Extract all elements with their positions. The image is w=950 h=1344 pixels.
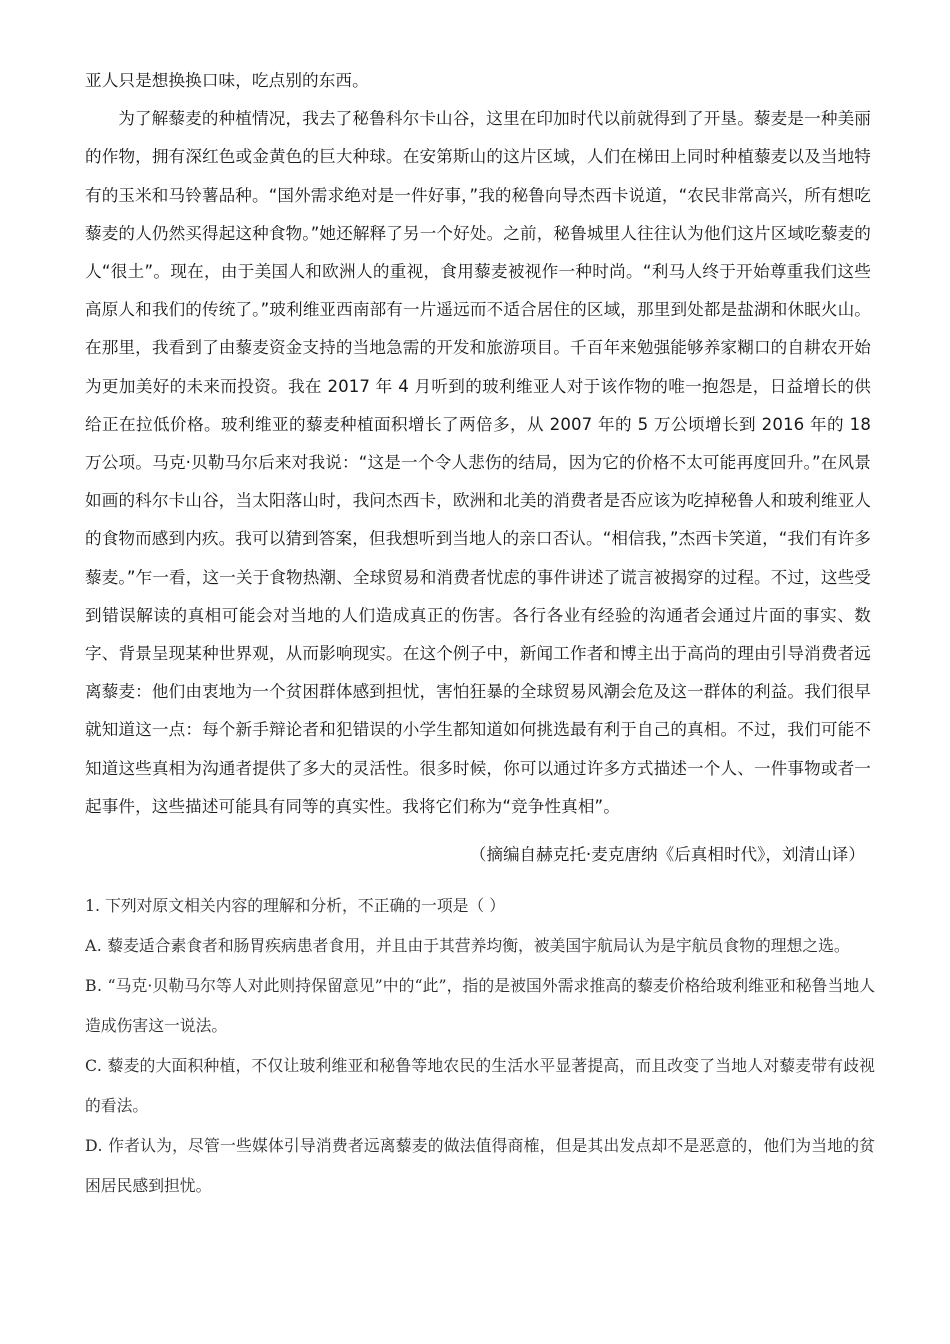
option-a-text: 藜麦适合素食者和肠胃疾病患者食用，并且由于其营养均衡，被美国宇航局认为是宇航员食物的理想之选。 [107, 936, 850, 956]
passage-attribution: （摘编自赫克托·麦克唐纳《后真相时代》，刘清山译） [469, 845, 865, 865]
question-block [85, 874, 875, 1206]
option-b-label: B. [85, 976, 103, 996]
question-1-option-b[interactable] [85, 966, 875, 1046]
option-d-text: 作者认为，尽管一些媒体引导消费者远离藜麦的做法值得商榷，但是其出发点却不是恶意的，他们为当地的贫困居民感到担忧。 [85, 1136, 875, 1196]
passage-paragraph-quinoa-cultivation: 为了解藜麦的种植情况，我去了秘鲁科尔卡山谷，这里在印加时代以前就得到了开垦。藜麦是一种美丽的作物，拥有深红色或金黄色的巨大种球。在安第斯山的这片区域，人们在梯田上同时种植藜麦以及当地特有的玉米和马铃薯品种。“国外需求绝对是一件好事，”我的秘鲁向导杰西卡说道，“农民非常高兴，所有想吃藜麦的人仍然买得起这种食物。”她还解释了另一个好处。之前，秘鲁城里人往往认为他们这片区域吃藜麦的人“很土”。现在，由于美国人和欧洲人的重视，食用藜麦被视作一种时尚。“利马人终于开始尊重我们这些高原人和我们的传统了。”玻利维亚西南部有一片遥远而不适合居住的区域，那里到处都是盐湖和休眠火山。在那里，我看到了由藜麦资金支持的当地急需的开发和旅游项目。千百年来勉强能够养家糊口的自耕农开始为更加美好的未来而投资。我在 2017 年 4 月听到的玻利维亚人对于该作物的唯一抱怨是，日益增长的供给正在拉低价格。玻利维亚的藜麦种植面积增长了两倍多，从 2007 年的 5 万公顷增长到 2016 年的 18 万公项。马克·贝勒马尔后来对我说：“这是一个令人悲伤的结局，因为它的价格不太可能再度回升。”在风景如画的科尔卡山谷，当太阳落山时，我问杰西卡，欧洲和北美的消费者是否应该为吃掉秘鲁人和玻利维亚人的食物而感到内疚。我可以猜到答案，但我想听到当地人的亲口否认。“相信我，”杰西卡笑道，“我们有许多藜麦。”乍一看，这一关于食物热潮、全球贸易和消费者忧虑的事件讲述了谎言被揭穿的过程。不过，这些受到错误解读的真相可能会对当地的人们造成真正的伤害。各行各业有经验的沟通者会通过片面的事实、数字、背景呈现某种世界观，从而影响现实。在这个例子中，新闻工作者和博主出于高尚的理由引导消费者远离藜麦：他们由衷地为一个贫困群体感到担忧，害怕狂暴的全球贸易风潮会危及这一群体的利益。我们很早就知道这一点：每个新手辩论者和犯错误的小学生都知道如何挑选最有利于自己的真相。不过，我们可能不知道这些真相为沟通者提供了多大的灵活性。很多时候，你可以通过许多方式描述一个人、一件事物或者一起事件，这些描述可能具有同等的真实性。我将它们称为“竞争性真相”。 [85, 109, 871, 816]
question-1-stem: 1. 下列对原文相关内容的理解和分析，不正确的一项是（ ） [85, 896, 506, 916]
option-c-label: C. [85, 1056, 103, 1076]
question-1-option-a[interactable] [85, 926, 875, 966]
question-1-option-c[interactable] [85, 1046, 875, 1126]
option-c-text: 藜麦的大面积种植，不仅让玻利维亚和秘鲁等地农民的生活水平显著提高，而且改变了当地人对藜麦带有歧视的看法。 [85, 1056, 875, 1116]
question-1-option-d[interactable] [85, 1126, 875, 1206]
option-a-label: A. [85, 936, 103, 956]
option-d-label: D. [85, 1136, 103, 1156]
passage-paragraph-continued: 亚人只是想换换口味，吃点别的东西。 [85, 71, 369, 90]
passage-body [85, 62, 871, 874]
option-b-text: “马克·贝勒马尔等人对此则持保留意见”中的“此”，指的是被国外需求推高的藜麦价格给玻利维亚和秘鲁当地人造成伤害这一说法。 [85, 976, 875, 1036]
